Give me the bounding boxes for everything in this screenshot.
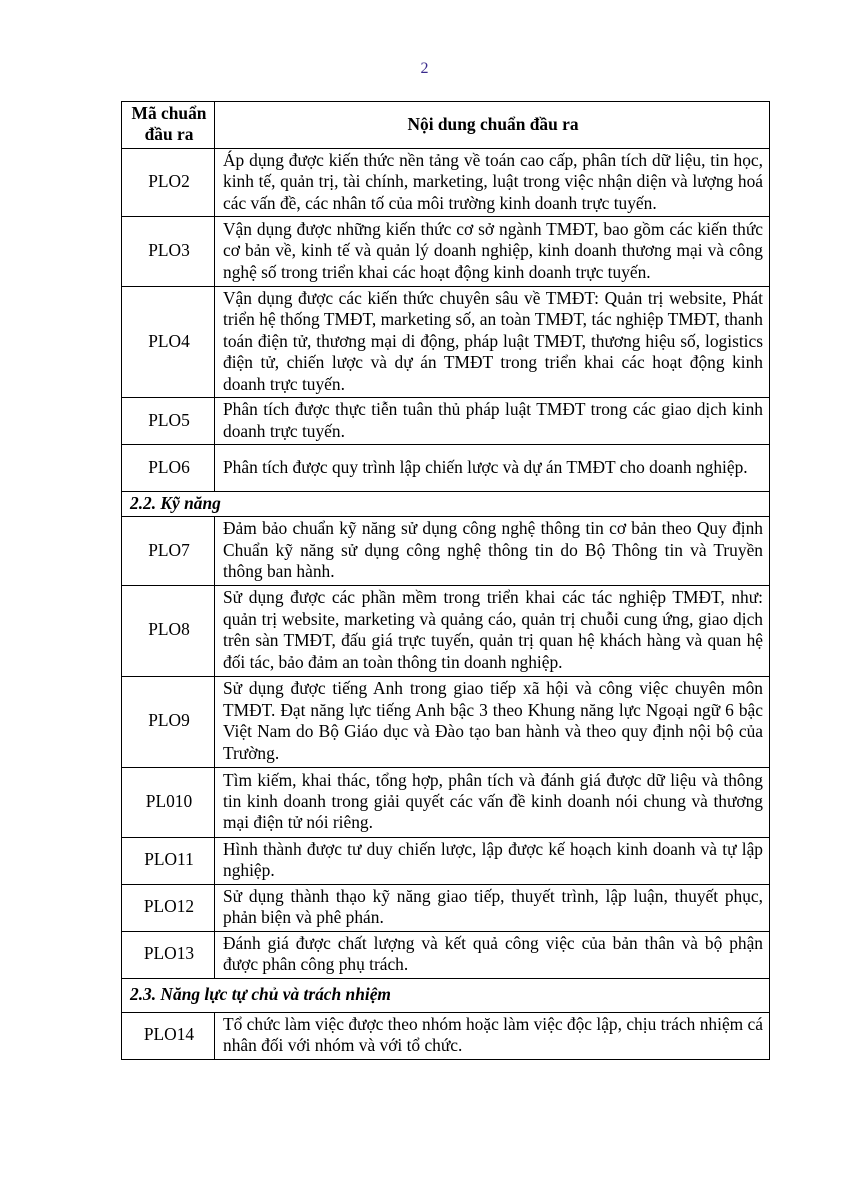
row-content: Vận dụng được các kiến thức chuyên sâu về TMĐT: Quản trị website, Phát triển hệ thống TMĐT, marketing số, an toàn TMĐT, tác nghiệp TMĐT, thanh toán điện tử, thương mại di động, pháp luật TMĐT, thương hiệu số, logistics điện tử, chiến lược và dự án TMĐT trong triển khai các hoạt động kinh doanh trực tuyến. bbox=[215, 287, 770, 398]
row-content: Hình thành được tư duy chiến lược, lập được kế hoạch kinh doanh và tự lập nghiệp. bbox=[215, 837, 770, 884]
row-code: PLO9 bbox=[122, 676, 215, 767]
row-code: PLO12 bbox=[122, 884, 215, 931]
row-code: PLO7 bbox=[122, 517, 215, 585]
table-row bbox=[122, 287, 770, 398]
section-row bbox=[122, 492, 770, 517]
table-row bbox=[122, 517, 770, 585]
section-heading-autonomy: 2.3. Năng lực tự chủ và trách nhiệm bbox=[122, 978, 770, 1012]
row-code: PLO4 bbox=[122, 287, 215, 398]
row-code: PL010 bbox=[122, 767, 215, 837]
section-row bbox=[122, 978, 770, 1012]
row-code: PLO11 bbox=[122, 837, 215, 884]
row-content: Sử dụng được tiếng Anh trong giao tiếp xã hội và công việc chuyên môn TMĐT. Đạt năng lực tiếng Anh bậc 3 theo Khung năng lực Ngoại ngữ 6 bậc Việt Nam do Bộ Giáo dục và Đào tạo ban hành và theo quy định nội bộ của Trường. bbox=[215, 676, 770, 767]
table-row bbox=[122, 148, 770, 216]
row-content: Áp dụng được kiến thức nền tảng về toán cao cấp, phân tích dữ liệu, tin học, kinh tế, quản trị, tài chính, marketing, luật trong việc nhận diện và lượng hoá các vấn đề, các nhân tố của môi trường kinh doanh trực tuyến. bbox=[215, 148, 770, 216]
table-row bbox=[122, 767, 770, 837]
row-code: PLO6 bbox=[122, 445, 215, 492]
table-row bbox=[122, 445, 770, 492]
page-number: 2 bbox=[420, 60, 429, 77]
table-row bbox=[122, 585, 770, 676]
header-code: Mã chuẩn đầu ra bbox=[122, 102, 215, 149]
row-code: PLO5 bbox=[122, 398, 215, 445]
row-content: Vận dụng được những kiến thức cơ sở ngành TMĐT, bao gồm các kiến thức cơ bản về, kinh tế và quản lý doanh nghiệp, kinh doanh thương mại và công nghệ số trong triển khai các hoạt động kinh doanh trực tuyến. bbox=[215, 217, 770, 287]
row-code: PLO8 bbox=[122, 585, 215, 676]
section-heading-skills: 2.2. Kỹ năng bbox=[122, 492, 770, 517]
row-content: Tìm kiếm, khai thác, tổng hợp, phân tích và đánh giá được dữ liệu và thông tin kinh doanh trong giải quyết các vấn đề kinh doanh nói chung và thương mại điện tử nói riêng. bbox=[215, 767, 770, 837]
row-content: Sử dụng thành thạo kỹ năng giao tiếp, thuyết trình, lập luận, thuyết phục, phản biện và phê phán. bbox=[215, 884, 770, 931]
table-row bbox=[122, 931, 770, 978]
row-code: PLO3 bbox=[122, 217, 215, 287]
table-row bbox=[122, 398, 770, 445]
row-content: Phân tích được thực tiễn tuân thủ pháp luật TMĐT trong các giao dịch kinh doanh trực tuyến. bbox=[215, 398, 770, 445]
table-row bbox=[122, 1012, 770, 1059]
row-content: Tổ chức làm việc được theo nhóm hoặc làm việc độc lập, chịu trách nhiệm cá nhân đối với nhóm và với tổ chức. bbox=[215, 1012, 770, 1059]
row-code: PLO14 bbox=[122, 1012, 215, 1059]
row-code: PLO13 bbox=[122, 931, 215, 978]
table-row bbox=[122, 676, 770, 767]
table-row bbox=[122, 884, 770, 931]
learning-outcomes-table bbox=[121, 101, 770, 1060]
row-content: Đánh giá được chất lượng và kết quả công việc của bản thân và bộ phận được phân công phụ trách. bbox=[215, 931, 770, 978]
row-code: PLO2 bbox=[122, 148, 215, 216]
row-content: Đảm bảo chuẩn kỹ năng sử dụng công nghệ thông tin cơ bản theo Quy định Chuẩn kỹ năng sử dụng công nghệ thông tin do Bộ Thông tin và Truyền thông ban hành. bbox=[215, 517, 770, 585]
table-row bbox=[122, 837, 770, 884]
header-content: Nội dung chuẩn đầu ra bbox=[215, 102, 770, 149]
table-row bbox=[122, 217, 770, 287]
row-content: Sử dụng được các phần mềm trong triển khai các tác nghiệp TMĐT, như: quản trị website, marketing và quảng cáo, quản trị chuỗi cung ứng, giao dịch trên sàn TMĐT, đấu giá trực tuyến, quản trị quan hệ khách hàng và quan hệ đối tác, bảo đảm an toàn thông tin doanh nghiệp. bbox=[215, 585, 770, 676]
table-header-row bbox=[122, 102, 770, 149]
row-content: Phân tích được quy trình lập chiến lược và dự án TMĐT cho doanh nghiệp. bbox=[215, 445, 770, 492]
